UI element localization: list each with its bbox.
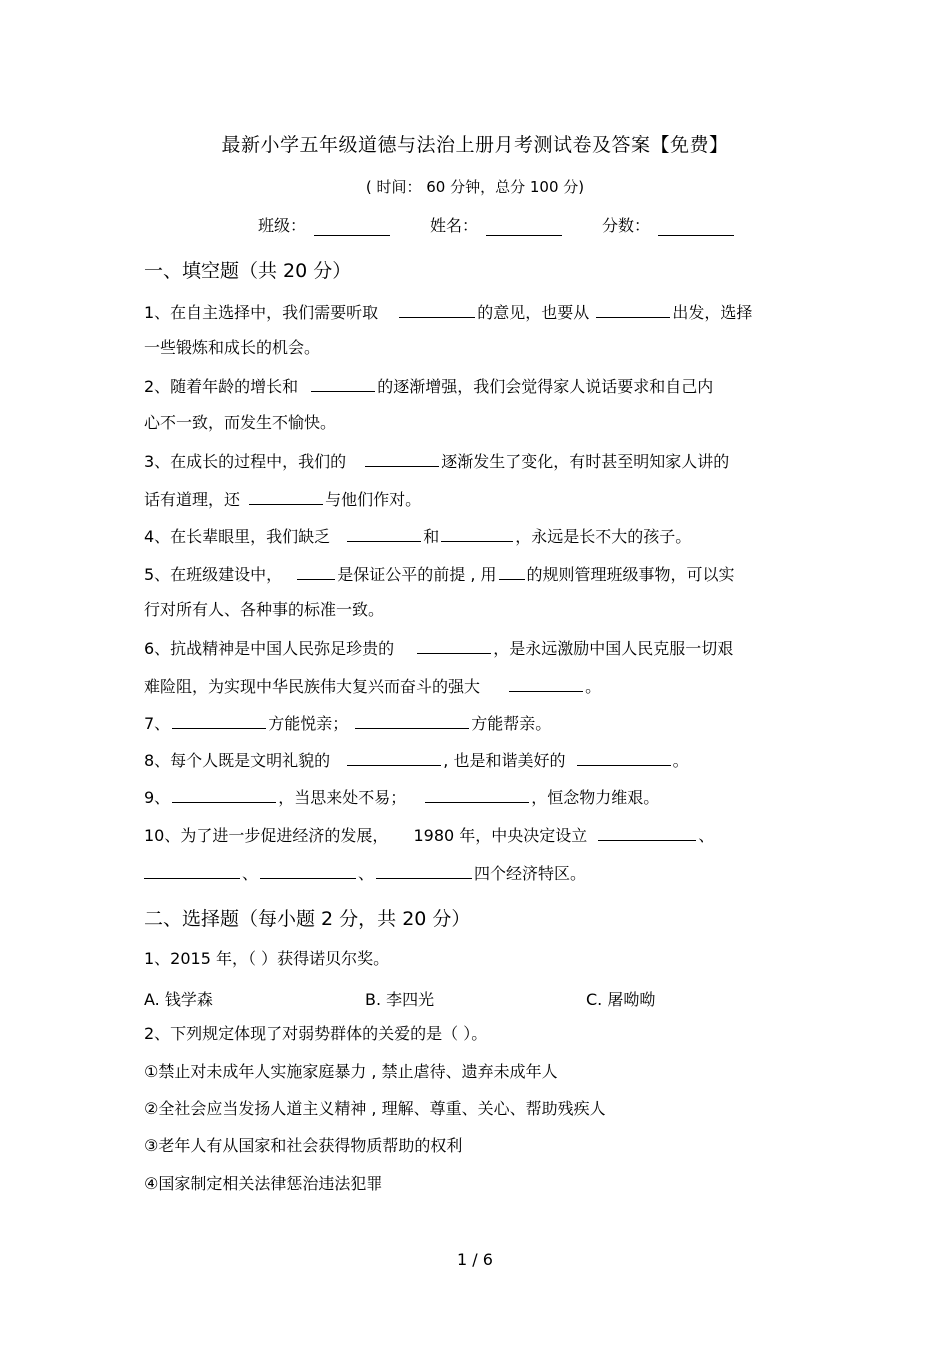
- name-blank[interactable]: [486, 217, 562, 236]
- score-field: [602, 213, 734, 236]
- q7-text-b: 方能悦亲；: [268, 714, 349, 733]
- question-1-line-2: 一些锻炼和成长的机会。: [144, 338, 321, 357]
- student-info-row: [258, 213, 774, 236]
- section-1-title: 一、填空题（共 20 分）: [144, 260, 352, 282]
- q4-text-b: 和: [423, 527, 440, 546]
- q6-text-b: ，是永远激励中国人民克服一切艰: [493, 639, 734, 658]
- q10-text-d: 、: [242, 864, 259, 883]
- q6-text-d: 。: [585, 677, 602, 696]
- page-title: 最新小学五年级道德与法治上册月考测试卷及答案【免费】: [221, 134, 729, 156]
- question-5-line-2: 行对所有人、各种事的标准一致。: [144, 600, 385, 619]
- choice-question-2-item-1: ①禁止对未成年人实施家庭暴力 , 禁止虐待、遗弃未成年人: [144, 1062, 558, 1081]
- q8-text-b: , 也是和谐美好的: [443, 751, 566, 770]
- q10-blank-1[interactable]: [598, 824, 696, 841]
- q6-blank-1[interactable]: [417, 637, 491, 654]
- q3-text-d: 与他们作对。: [325, 490, 422, 509]
- q6-text-c: 难险阻，为实现中华民族伟大复兴而奋斗的强大: [144, 677, 481, 696]
- q10-text-b: 1980 年，中央决定设立: [413, 826, 588, 845]
- score-blank[interactable]: [658, 217, 734, 236]
- q7-blank-2[interactable]: [355, 712, 469, 729]
- question-9-line-1: [144, 786, 659, 808]
- choice-question-2-item-4: ④国家制定相关法律惩治违法犯罪: [144, 1174, 383, 1193]
- q8-text-c: 。: [672, 751, 689, 770]
- question-6-line-2: [144, 675, 601, 697]
- name-field: [430, 213, 562, 236]
- question-10-line-1: [144, 824, 714, 846]
- q5-text-c: 的规则管理班级事物，可以实: [526, 565, 735, 584]
- question-3-line-2: [144, 488, 421, 510]
- q7-text-a: 7、: [144, 714, 171, 733]
- q3-text-c: 话有道理，还: [144, 490, 241, 509]
- q9-blank-2[interactable]: [425, 786, 529, 803]
- class-blank[interactable]: [314, 217, 390, 236]
- question-6-line-1: [144, 637, 733, 659]
- q5-text-a: 5、在班级建设中，: [144, 565, 283, 584]
- question-3-line-1: [144, 450, 729, 472]
- q6-blank-2[interactable]: [509, 675, 583, 692]
- q10-blank-3[interactable]: [260, 862, 356, 879]
- option-b[interactable]: B. 李四光: [365, 990, 435, 1009]
- score-label: 分数：: [602, 216, 651, 235]
- q4-blank-1[interactable]: [347, 525, 421, 542]
- q4-blank-2[interactable]: [441, 525, 513, 542]
- choice-question-2-item-2: ②全社会应当发扬人道主义精神 , 理解、尊重、关心、帮助残疾人: [144, 1099, 606, 1118]
- q3-blank-1[interactable]: [365, 450, 439, 467]
- option-a[interactable]: A. 钱学森: [144, 990, 213, 1009]
- q1-text-a: 1、在自主选择中，我们需要听取: [144, 303, 379, 322]
- q9-text-b: ，当思来处不易；: [278, 788, 407, 807]
- q10-blank-4[interactable]: [376, 862, 472, 879]
- choice-question-1-stem: 1、2015 年，（ ）获得诺贝尔奖。: [144, 949, 390, 968]
- q2-blank-1[interactable]: [311, 375, 375, 392]
- question-7-line-1: [144, 712, 551, 734]
- q6-text-a: 6、抗战精神是中国人民弥足珍贵的: [144, 639, 395, 658]
- q2-text-b: 的逐渐增强，我们会觉得家人说话要求和自己内: [377, 377, 714, 396]
- question-10-line-2: [144, 862, 586, 884]
- q10-text-e: 、: [358, 864, 375, 883]
- question-4-line-1: [144, 525, 691, 547]
- section-2-title: 二、选择题（每小题 2 分，共 20 分）: [144, 908, 471, 930]
- question-1-line-1: [144, 301, 752, 323]
- q10-text-a: 10、为了进一步促进经济的发展，: [144, 826, 389, 845]
- q5-text-b: 是保证公平的前提 , 用: [337, 565, 497, 584]
- q3-blank-2[interactable]: [249, 488, 323, 505]
- question-2-line-1: [144, 375, 713, 397]
- q3-text-b: 逐渐发生了变化，有时甚至明知家人讲的: [441, 452, 730, 471]
- q4-text-a: 4、在长辈眼里，我们缺乏: [144, 527, 331, 546]
- q10-text-c: 、: [698, 826, 715, 845]
- q9-text-a: 9、: [144, 788, 171, 807]
- q7-text-c: 方能帮亲。: [471, 714, 552, 733]
- q2-text-a: 2、随着年龄的增长和: [144, 377, 299, 396]
- choice-question-2-item-3: ③老年人有从国家和社会获得物质帮助的权利: [144, 1136, 463, 1155]
- choice-question-2-stem: 2、下列规定体现了对弱势群体的关爱的是（ ）。: [144, 1024, 488, 1043]
- class-label: 班级：: [258, 216, 307, 235]
- q1-text-b: 的意见，也要从: [477, 303, 590, 322]
- question-2-line-2: 心不一致，而发生不愉快。: [144, 413, 337, 432]
- q5-blank-1[interactable]: [297, 563, 335, 580]
- question-8-line-1: [144, 749, 689, 771]
- q7-blank-1[interactable]: [172, 712, 266, 729]
- q8-text-a: 8、每个人既是文明礼貌的: [144, 751, 331, 770]
- q5-blank-2[interactable]: [499, 563, 525, 580]
- q8-blank-1[interactable]: [347, 749, 441, 766]
- q10-text-f: 四个经济特区。: [474, 864, 587, 883]
- page-number: 1 / 6: [457, 1250, 493, 1269]
- class-field: [258, 213, 390, 236]
- exam-subtitle: ( 时间： 60 分钟，总分 100 分): [365, 178, 585, 196]
- q1-text-c: 出发，选择: [672, 303, 753, 322]
- choice-question-1-options: [144, 987, 844, 1009]
- q1-blank-1[interactable]: [399, 301, 475, 318]
- question-5-line-1: [144, 563, 735, 585]
- q8-blank-2[interactable]: [577, 749, 671, 766]
- q1-blank-2[interactable]: [596, 301, 670, 318]
- name-label: 姓名：: [430, 216, 479, 235]
- q10-blank-2[interactable]: [144, 862, 240, 879]
- q9-blank-1[interactable]: [172, 786, 276, 803]
- q9-text-c: ，恒念物力维艰。: [531, 788, 660, 807]
- option-c[interactable]: C. 屠呦呦: [586, 990, 656, 1009]
- q3-text-a: 3、在成长的过程中，我们的: [144, 452, 347, 471]
- q4-text-c: ，永远是长不大的孩子。: [515, 527, 692, 546]
